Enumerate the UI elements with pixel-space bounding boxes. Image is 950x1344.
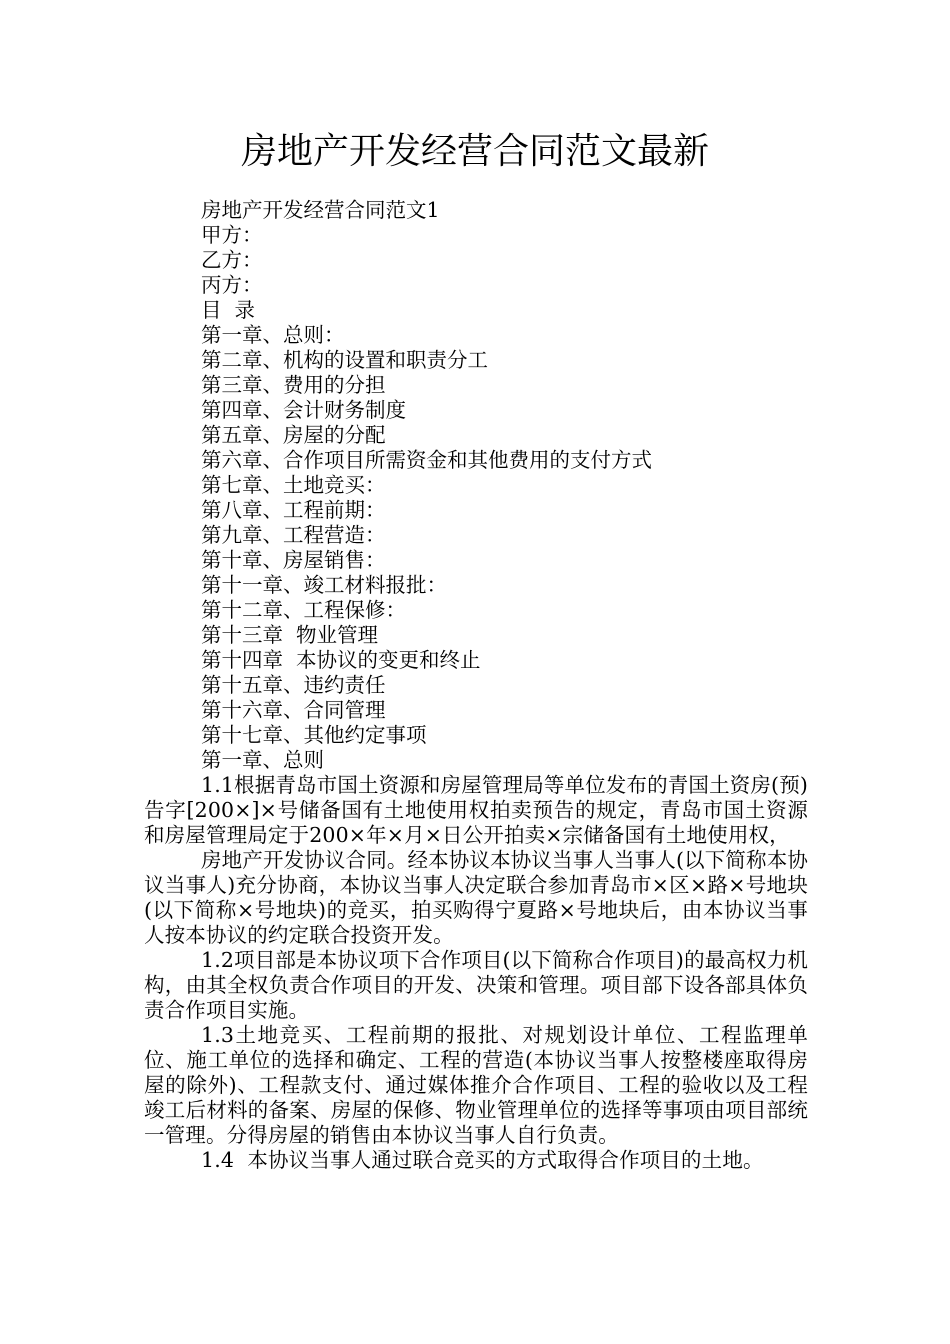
- toc-item: 第九章、工程营造：: [201, 523, 386, 547]
- toc-item: 第四章、会计财务制度: [201, 398, 406, 422]
- chapter-heading: 第一章、总则: [201, 748, 324, 772]
- toc-item: 第七章、土地竞买：: [201, 473, 386, 497]
- body-paragraph: 1.3土地竞买、工程前期的报批、对规划设计单位、工程监理单位、施工单位的选择和确定、工程的营造(本协议当事人按整楼座取得房屋的除外)、工程款支付、通过媒体推介合作项目、工程的验收以及工程竣工后材料的备案、房屋的保修、物业管理单位的选择等事项由项目部统一管理。分得房屋的销售由本协议当事人自行负责。: [144, 1023, 808, 1147]
- toc-item: 第十四章 本协议的变更和终止: [201, 648, 481, 672]
- body-paragraph: 1.2项目部是本协议项下合作项目(以下简称合作项目)的最高权力机构，由其全权负责合作项目的开发、决策和管理。项目部下设各部具体负责合作项目实施。: [144, 948, 808, 1022]
- toc-item: 第十七章、其他约定事项: [201, 723, 427, 747]
- party-a-label: 甲方：: [201, 223, 263, 247]
- toc-item: 第一章、总则：: [201, 323, 345, 347]
- document-title: 房地产开发经营合同范文最新: [240, 131, 709, 172]
- party-b-label: 乙方：: [201, 248, 263, 272]
- toc-item: 第六章、合作项目所需资金和其他费用的支付方式: [201, 448, 652, 472]
- toc-item: 第十一章、竣工材料报批：: [201, 573, 447, 597]
- body-paragraph: 1.1根据青岛市国土资源和房屋管理局等单位发布的青国土资房(预)告字[200×]×号储备国有土地使用权拍卖预告的规定，青岛市国土资源和房屋管理局定于200×年×月×日公开拍卖×宗储备国有土地使用权，: [144, 773, 808, 847]
- toc-item: 第十二章、工程保修：: [201, 598, 406, 622]
- document-body: [144, 198, 808, 1173]
- toc-item: 第十五章、违约责任: [201, 673, 386, 697]
- toc-item: 第三章、费用的分担: [201, 373, 386, 397]
- toc-item: 第十六章、合同管理: [201, 698, 386, 722]
- party-c-label: 丙方：: [201, 273, 263, 297]
- toc-item: 第八章、工程前期：: [201, 498, 386, 522]
- toc-item: 第五章、房屋的分配: [201, 423, 386, 447]
- document-subtitle: 房地产开发经营合同范文1: [201, 198, 440, 222]
- toc-item: 第二章、机构的设置和职责分工: [201, 348, 488, 372]
- body-paragraph: 房地产开发协议合同。经本协议本协议当事人当事人(以下简称本协议当事人)充分协商，本协议当事人决定联合参加青岛市×区×路×号地块(以下简称×号地块)的竞买，拍买购得宁夏路×号地块后，由本协议当事人按本协议的约定联合投资开发。: [144, 848, 808, 947]
- toc-item: 第十章、房屋销售：: [201, 548, 386, 572]
- toc-item: 第十三章 物业管理: [201, 623, 379, 647]
- toc-heading: 目 录: [201, 298, 256, 322]
- body-paragraph: 1.4 本协议当事人通过联合竞买的方式取得合作项目的土地。: [201, 1148, 764, 1172]
